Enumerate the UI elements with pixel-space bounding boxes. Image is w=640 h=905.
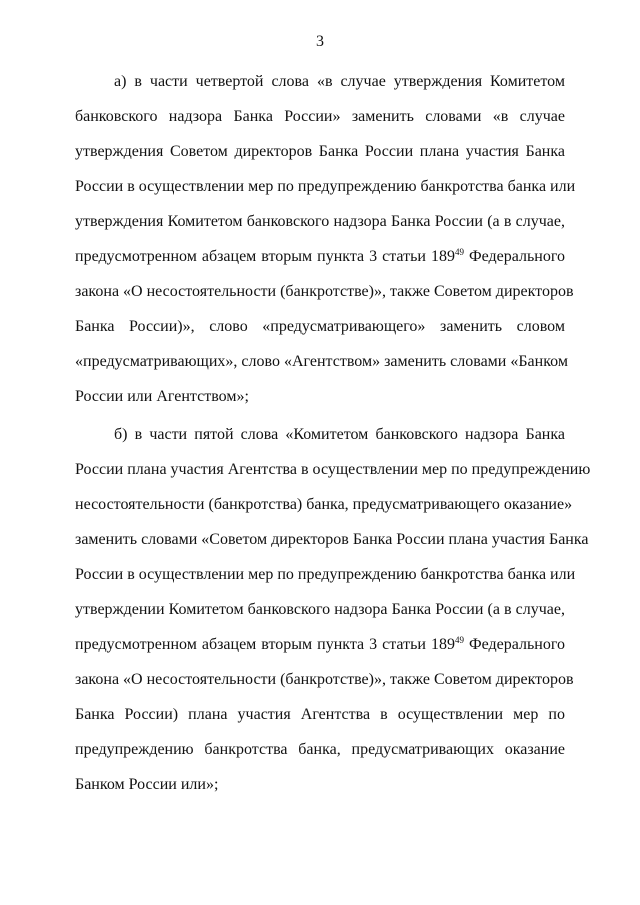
paragraph-a-line-8: Банка России)», слово «предусматривающего» заменить словом: [75, 318, 565, 335]
paragraph-b-line-10: предупреждению банкротства банка, предусматривающих оказание: [75, 741, 565, 758]
paragraph-a-line-6-tail: Федерального: [463, 248, 565, 265]
paragraph-b-line-7-tail: Федерального: [463, 636, 565, 653]
paragraph-a-line-5: утверждения Комитетом банковского надзора Банка России (а в случае,: [75, 213, 565, 230]
paragraph-a-line-6: [75, 247, 565, 267]
paragraph-b-line-7: [75, 635, 565, 655]
paragraph-a-line-3: утверждения Советом директоров Банка России плана участия Банка: [75, 143, 565, 160]
paragraph-a-line-7: закона «О несостоятельности (банкротстве)», также Советом директоров: [75, 283, 574, 300]
paragraph-b-line-1: б) в части пятой слова «Комитетом банковского надзора Банка: [114, 426, 565, 443]
paragraph-b-line-3: несостоятельности (банкротства) банка, предусматривающего оказание»: [75, 496, 573, 513]
paragraph-b-line-11: Банком России или»;: [75, 776, 219, 793]
paragraph-b-line-7-text: предусмотренном абзацем вторым пункта 3 статьи 189: [75, 636, 455, 653]
paragraph-a-line-2: банковского надзора Банка России» заменить словами «в случае: [75, 108, 565, 125]
paragraph-b-article-superscript: 49: [454, 635, 464, 645]
paragraph-a-line-9: «предусматривающих», слово «Агентством» заменить словами «Банком: [75, 353, 568, 370]
paragraph-a-line-10: России или Агентством»;: [75, 388, 249, 405]
paragraph-b-line-6: утверждении Комитетом банковского надзора Банка России (а в случае,: [75, 601, 565, 618]
paragraph-b-line-5: России в осуществлении мер по предупреждению банкротства банка или: [75, 566, 576, 583]
paragraph-a-line-1: а) в части четвертой слова «в случае утверждения Комитетом: [114, 73, 565, 90]
paragraph-b-line-9: Банка России) плана участия Агентства в осуществлении мер по: [75, 706, 565, 723]
paragraph-a-article-superscript: 49: [454, 247, 464, 257]
paragraph-a-line-4: России в осуществлении мер по предупреждению банкротства банка или: [75, 178, 576, 195]
paragraph-b-line-8: закона «О несостоятельности (банкротстве)», также Советом директоров: [75, 671, 574, 688]
page-number: 3: [316, 33, 324, 50]
paragraph-a-line-6-text: предусмотренном абзацем вторым пункта 3 статьи 189: [75, 248, 455, 265]
paragraph-b-line-4: заменить словами «Советом директоров Банка России плана участия Банка: [75, 531, 589, 548]
paragraph-b-line-2: России плана участия Агентства в осуществлении мер по предупреждению: [75, 461, 591, 478]
